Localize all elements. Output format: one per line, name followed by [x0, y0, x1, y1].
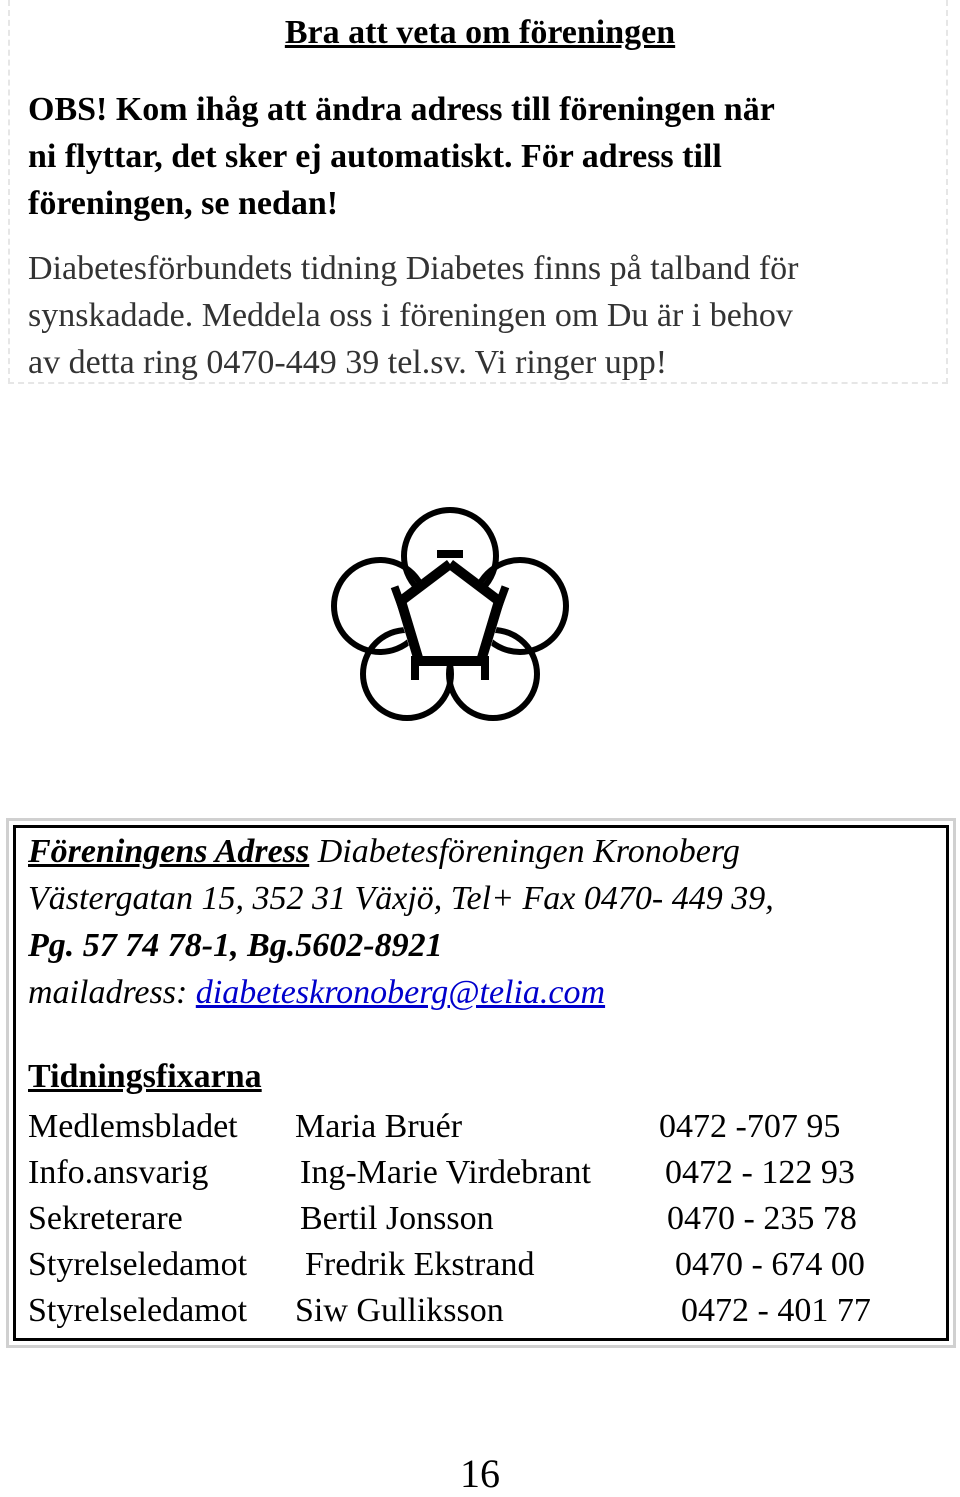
mail-label: mailadress: — [28, 974, 196, 1011]
association-logo-icon — [325, 498, 575, 723]
association-address — [28, 828, 938, 1016]
contact-phone: 0472 - 401 77 — [681, 1292, 871, 1329]
contact-role: Info.ansvarig — [28, 1154, 209, 1191]
contact-phone: 0470 - 674 00 — [675, 1246, 865, 1283]
contact-row — [28, 1104, 908, 1150]
contact-name: Ing-Marie Virdebrant — [300, 1154, 591, 1191]
notice-line: synskadade. Meddela oss i föreningen om Du är i behov — [28, 297, 793, 334]
notice-line: ni flyttar, det sker ej automatiskt. För adress till — [28, 138, 722, 175]
contact-row — [28, 1288, 908, 1334]
notice-line: Diabetesförbundets tidning Diabetes finns på talband för — [28, 250, 799, 287]
contact-role: Sekreterare — [28, 1200, 183, 1237]
notice-line: föreningen, se nedan! — [28, 185, 339, 222]
contact-name: Fredrik Ekstrand — [305, 1246, 535, 1283]
notice-line: av detta ring 0470-449 39 tel.sv. Vi ringer upp! — [28, 344, 668, 381]
contact-role: Styrelseledamot — [28, 1292, 248, 1329]
contact-phone: 0470 - 235 78 — [667, 1200, 857, 1237]
page-title: Bra att veta om föreningen — [284, 14, 676, 51]
contact-phone: 0472 - 122 93 — [665, 1154, 855, 1191]
contact-name: Siw Gulliksson — [295, 1292, 504, 1329]
contact-row — [28, 1196, 908, 1242]
mail-line — [28, 969, 938, 1016]
address-change-notice — [28, 86, 938, 227]
notice-line: OBS! Kom ihåg att ändra adress till föreningen när — [28, 91, 775, 128]
contact-row — [28, 1150, 908, 1196]
organization-name: Diabetesföreningen Kronoberg — [309, 833, 740, 870]
page-number: 16 — [460, 1451, 500, 1496]
talband-notice — [28, 245, 948, 386]
contact-role: Medlemsbladet — [28, 1108, 238, 1145]
email-link[interactable]: diabeteskronoberg@telia.com — [195, 974, 606, 1011]
contact-name: Bertil Jonsson — [300, 1200, 494, 1237]
contact-row — [28, 1242, 908, 1288]
tidningsfixarna-heading: Tidningsfixarna — [28, 1058, 262, 1095]
address-label: Föreningens Adress — [28, 833, 310, 870]
giro-numbers: Pg. 57 74 78-1, Bg.5602-8921 — [28, 927, 443, 964]
contact-role: Styrelseledamot — [28, 1246, 248, 1283]
contact-name: Maria Bruér — [295, 1108, 463, 1145]
contact-phone: 0472 -707 95 — [659, 1108, 841, 1145]
address-line — [28, 828, 938, 875]
street-address: Västergatan 15, 352 31 Växjö, Tel+ Fax 0470- 449 39, — [28, 880, 774, 917]
